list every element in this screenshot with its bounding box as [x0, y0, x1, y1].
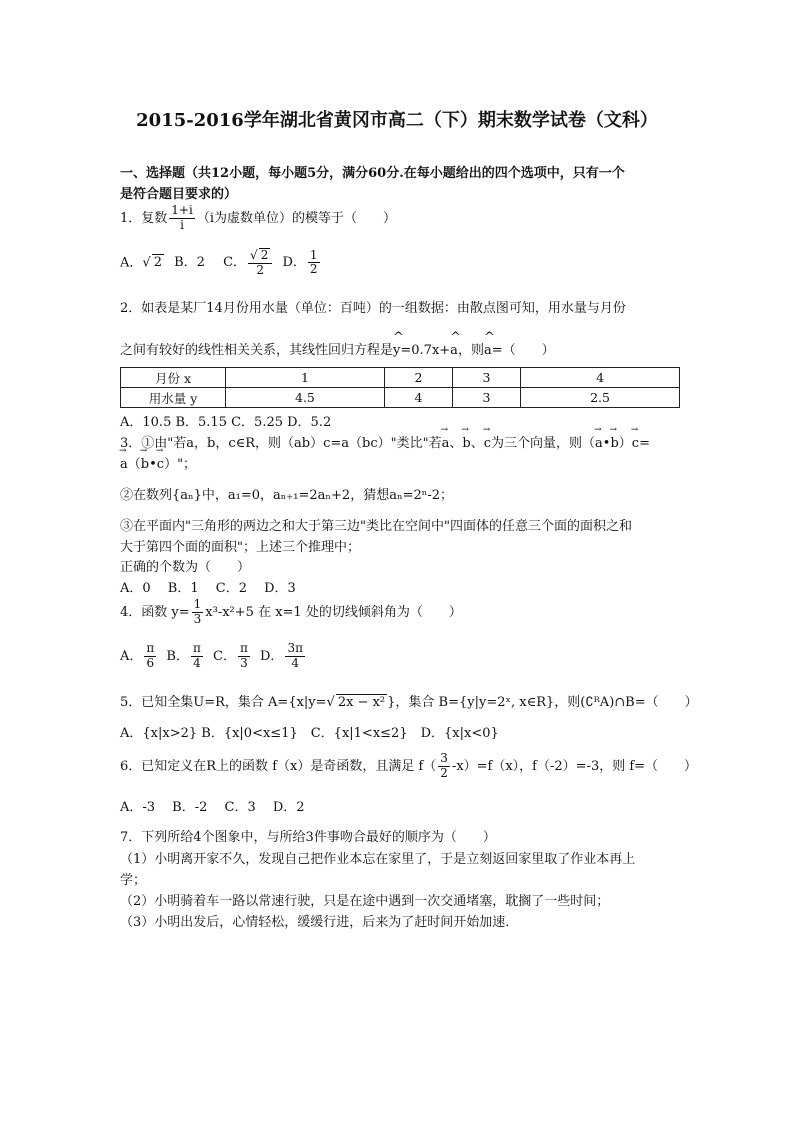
question-7-line1: 7．下列所给4个图象中，与所给3件事吻合最好的顺序为（ ）	[120, 830, 496, 845]
question-6: 6．已知定义在R上的函数 f（x）是奇函数，且满足 f（ $\frac{3}{2}$ -x）=f（x），f（-2）=-3，则 f=（ ）	[120, 751, 698, 780]
question-7-event3: （3）小明出发后，心情轻松，缓缓行进，后来为了赶时间开始加速．	[120, 915, 519, 930]
question-7-event1-line2: 学；	[120, 873, 147, 888]
question-3-item3-line2: 大于第四个面的面积"；上述三个推理中；	[120, 540, 360, 555]
question-3-line2: → a（→ b•→ c）"；	[120, 453, 196, 472]
question-4: 4．函数 y= $\frac{1}{3}$ x³-x²+5 在 x=1 处的切线倾斜角为（ ）	[120, 597, 462, 626]
question-1-options: A．√ 2 B．2 C． $\frac{√ 2}{2}$ D． $\frac{1}{2}$	[120, 247, 318, 277]
question-3-item3-line1: ③在平面内"三角形的两边之和大于第三边"类比在空间中"四面体的任意三个面的面积之和	[120, 519, 632, 534]
section-header-line1: 一、选择题（共12小题，每小题5分，满分60分.在每小题给出的四个选项中，只有一个	[120, 166, 625, 181]
page-title: 2015-2016学年湖北省黄冈市高二（下）期末数学试卷（文科）	[136, 110, 658, 131]
fraction-1-plus-i-over-i: $\frac{1+i}{i}$	[171, 203, 193, 232]
table-row: 用水量 y 4.5 4 3 2.5	[121, 388, 680, 408]
question-7-event1-line1: （1）小明离开家不久，发现自己把作业本忘在家里了，于是立刻返回家里取了作业本再上	[120, 852, 636, 867]
question-3-ask: 正确的个数为（ ）	[120, 560, 251, 575]
question-3-item2: ②在数列{aₙ}中，a₁=0，aₙ₊₁=2aₙ+2，猜想aₙ=2ⁿ-2；	[120, 488, 454, 503]
water-usage-table	[120, 367, 680, 408]
question-5-options: A．{x|x>2} B．{x|0<x≤1} C．{x|1<x≤2} D．{x|x<0}	[120, 726, 499, 741]
question-2-options: A．10.5 B．5.15 C．5.25 D．5.2	[120, 415, 332, 430]
section-header-line2: 是符合题目要求的）	[120, 187, 238, 202]
question-2-line2: 之间有较好的线性相关关系，其线性回归方程是^ y=0.7x+^ a，则^ a=（ ）	[120, 339, 555, 358]
question-7-event2: （2）小明骑着车一路以常速行驶，只是在途中遇到一次交通堵塞，耽搁了一些时间；	[120, 894, 610, 909]
question-3-options: A．0 B．1 C．2 D．3	[120, 581, 296, 596]
table-row: 月份 x 1 2 3 4	[121, 368, 680, 388]
question-2-line1: 2．如表是某厂14月份用水量（单位：百吨）的一组数据：由散点图可知，用水量与月份	[120, 301, 626, 316]
question-3-line1: 3．①由"若a，b，c∈R，则（ab）c=a（bc）"类比"若→ a、→ b、→ c为三个向量，则（→ a•→ b）→ c=	[120, 432, 650, 451]
question-4-options: A． $\frac{\pi}{6}$ B． $\frac{\pi}{4}$ C． $\frac{\pi}{3}$ D． $\frac{3\pi}{4}$	[120, 641, 303, 670]
question-5: 5．已知全集U=R，集合 A={x|y=√ 2x − x² }，集合 B={y|y=2ˣ, x∈R}，则(∁ᴿA)∩B=（ ）	[120, 695, 698, 710]
question-1: 1．复数 $\frac{1+i}{i}$ （i为虚数单位）的模等于（ ）	[120, 203, 396, 232]
question-6-options: A．-3 B．-2 C．3 D．2	[120, 800, 305, 815]
